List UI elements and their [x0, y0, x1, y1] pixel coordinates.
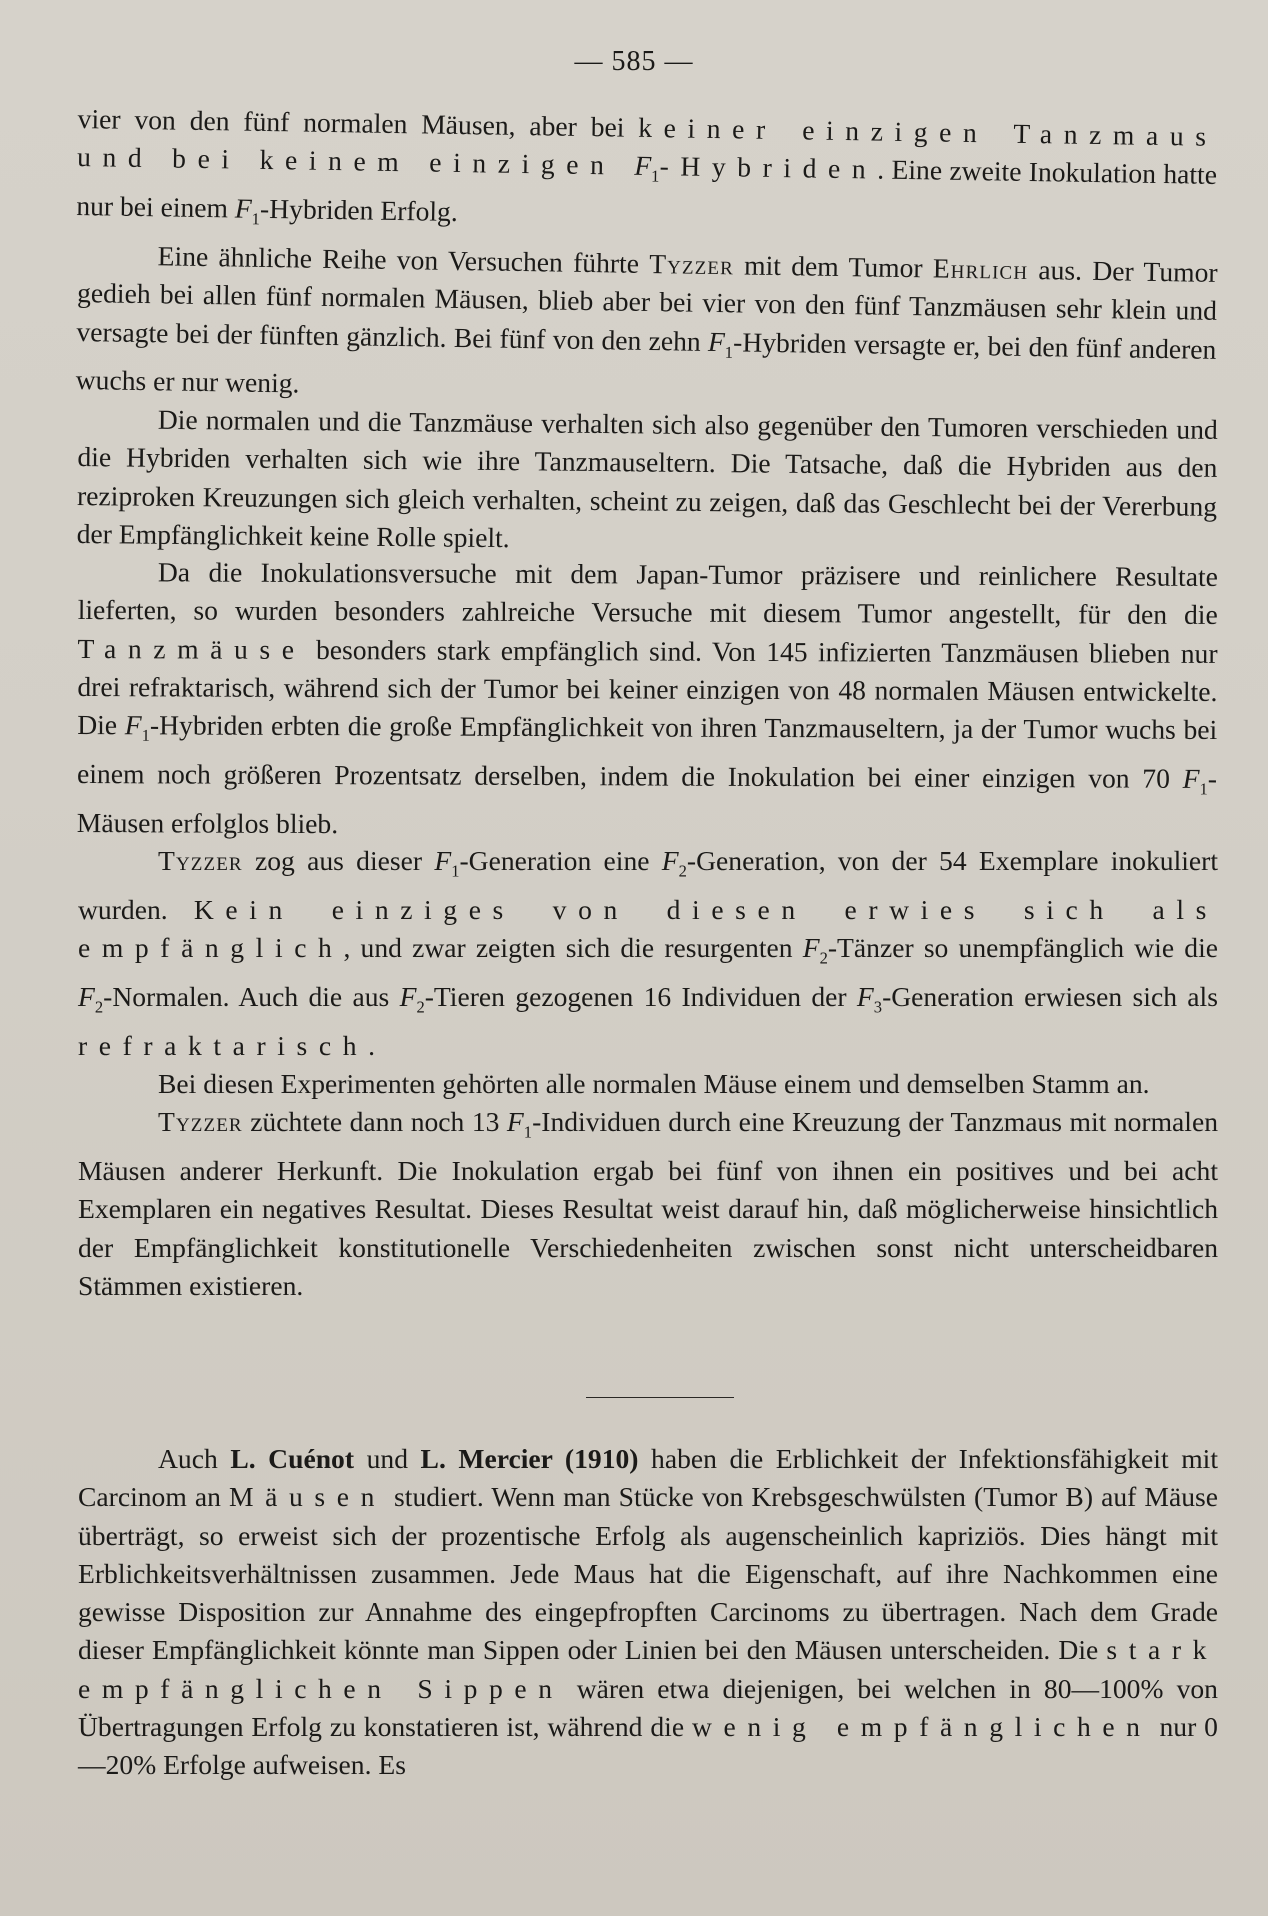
- text-run: Die normalen und die Tanzmäuse verhalten sich also gegenüber den Tumoren verschieden und die Hybriden verhalten sich wie ihre Tanzmauseltern. Die Tatsache, daß die Hybriden aus den reziproken Kreuzungen sich gleich verhalten, scheint zu zeigen, daß das Geschlecht bei der Vererbung der Empfänglichkeit keine Rolle spielt.: [76, 403, 1218, 553]
- text-run: Eine ähnliche Reihe von Versuchen führte: [157, 240, 650, 279]
- citation: L. Mercier (1910): [420, 1443, 639, 1474]
- text-run: Mäusen: [229, 1481, 386, 1513]
- paragraph: [78, 842, 1218, 1065]
- text-run: wenig empfänglichen: [692, 1711, 1152, 1743]
- text-run: studiert. Wenn man Stücke von Krebsgeschwülsten (Tumor B) auf Mäuse überträgt, so erweist sich der prozentische Erfolg als augenscheinlich kapriziös. Dies hängt mit Erblichkeitsverhältnissen zusammen. Jede Maus hat die Eigenschaft, auf ihre Nachkommen eine gewisse Disposition zur Annahme des eingepfropften Carcinoms zu übertragen. Nach dem Grade dieser Empfänglichkeit könnte man Sippen oder Linien bei den Mäusen unterscheiden. Die: [78, 1481, 1219, 1666]
- text-run: .: [368, 1029, 376, 1061]
- text-run: keiner einzigen Tanzmaus und bei keinem einzigen: [76, 111, 1218, 182]
- text-run: F: [124, 709, 142, 741]
- text-run: stark empfänglichen Sippen: [78, 1634, 1218, 1704]
- subscript: 2: [94, 997, 104, 1017]
- subscript: 1: [251, 209, 261, 229]
- text-run: Bei diesen Experimenten gehörten alle normalen Mäuse einem und demselben Stamm an.: [158, 1067, 1150, 1099]
- subscript: 1: [523, 1122, 533, 1142]
- text-run: mit dem Tumor: [733, 249, 934, 284]
- text-run: vier von den fünf normalen Mäusen, aber bei: [77, 102, 639, 143]
- subscript: 2: [416, 997, 425, 1017]
- text-run: besonders stark empfänglich sind. Von 145 infizierten Tanzmäusen blieben nur drei refraktarisch, während sich der Tumor bei keiner einzigen von 48 normalen Mäusen entwickelte. Die: [77, 633, 1218, 741]
- text-run: Auch: [158, 1443, 231, 1474]
- text-run: F: [1182, 762, 1200, 794]
- text-run: -Hybriden erbten die große Empfänglichkeit von ihren Tanzmauseltern, ja der Tumor wuchs bei einem noch größeren Prozentsatz derselben, indem die Inokulation bei einer einzigen von 70: [76, 709, 1218, 794]
- paragraph: [76, 100, 1218, 254]
- author-name: Tyzzer: [158, 844, 243, 876]
- text-run: zog aus dieser: [242, 844, 435, 876]
- text-run: züchtete dann noch 13: [242, 1106, 507, 1138]
- text-run: F: [78, 980, 95, 1012]
- text-run: Tanzmäuse: [77, 632, 306, 665]
- text-run: F: [802, 932, 820, 964]
- author-name: Tyzzer: [158, 1106, 243, 1138]
- paragraph: [77, 400, 1218, 564]
- subscript: 2: [819, 948, 828, 968]
- text-run: -Hybriden versagte er, bei den fünf anderen wuchs er nur wenig.: [75, 325, 1217, 399]
- paragraph: [75, 236, 1217, 418]
- text-run: , und zwar zeigten sich die resurgenten: [343, 932, 803, 964]
- text-run: F: [506, 1106, 524, 1138]
- subscript: 1: [650, 166, 660, 186]
- subscript: 2: [678, 861, 687, 881]
- subscript: 1: [724, 342, 734, 362]
- text-run: F: [234, 192, 253, 224]
- author-name: Tyzzer: [649, 247, 735, 281]
- paragraph: [77, 553, 1218, 847]
- text-block-lower: [78, 1440, 1218, 1785]
- section-divider: [586, 1397, 734, 1398]
- paragraph: [78, 1065, 1218, 1103]
- text-run: -Generation eine: [459, 844, 662, 876]
- page-number: — 585 —: [574, 46, 694, 77]
- text-run: F: [634, 150, 652, 182]
- subscript: 1: [141, 725, 150, 745]
- subscript: 3: [873, 997, 883, 1017]
- text-run: -Hybriden: [659, 150, 878, 185]
- text-run: Da die Inokulationsversuche mit dem Japan-Tumor präzisere und reinlichere Resultate lieferten, so wurden besonders zahlreiche Versuche mit diesem Tumor angestellt, für den die: [77, 556, 1218, 631]
- text-run: -Generation, von der 54 Exemplare inokuliert wurden.: [78, 844, 1219, 925]
- text-run: wären etwa diejenigen, bei welchen in 80—100% von Übertragungen Erfolg zu konstatieren ist, während die: [78, 1672, 1218, 1743]
- text-run: -Mäusen erfolglos blieb.: [76, 762, 1218, 839]
- text-run: -Tieren gezogenen 16 Individuen der: [424, 980, 857, 1012]
- text-run: nur 0—20% Erfolge aufweisen. Es: [78, 1711, 1218, 1781]
- text-run: . Eine zweite Inokulation hatte nur bei einem: [76, 153, 1218, 224]
- text-run: F: [399, 980, 417, 1012]
- text-run: -Tänzer so unempfänglich wie die: [827, 932, 1218, 964]
- citation: L. Cuénot: [230, 1443, 355, 1474]
- text-run: F: [661, 844, 679, 876]
- text-run: -Generation erwiesen sich als: [882, 980, 1218, 1012]
- text-run: -Normalen. Auch die aus: [103, 980, 400, 1012]
- text-run: -Individuen durch eine Kreuzung der Tanzmaus mit normalen Mäusen anderer Herkunft. Die Inokulation ergab bei fünf von ihnen ein positives und bei acht Exemplaren ein negatives Resultat. Dieses Resultat weist darauf hin, daß möglicherweise hinsichtlich der Empfänglichkeit konstitutionelle Verschiedenheiten zwischen sonst nicht unterscheidbaren Stämmen existieren.: [78, 1106, 1218, 1301]
- subscript: 1: [451, 861, 460, 881]
- text-run: F: [856, 980, 874, 1012]
- paragraph: [78, 1440, 1218, 1785]
- text-run: -Hybriden Erfolg.: [259, 192, 459, 228]
- text-run: Kein einziges von diesen erwies sich als empfänglich: [78, 893, 1218, 964]
- text-run: und: [354, 1443, 421, 1474]
- text-run: haben die Erblichkeit der Infektionsfähigkeit mit Carcinom an: [78, 1443, 1218, 1513]
- text-run: refraktarisch: [78, 1029, 369, 1061]
- author-name: Ehrlich: [932, 252, 1029, 285]
- text-block-upper: [75, 100, 1219, 1305]
- text-run: F: [434, 844, 452, 876]
- text-run: F: [707, 325, 726, 357]
- paragraph: [78, 1103, 1218, 1305]
- text-run: aus. Der Tumor gedieh bei allen fünf normalen Mäusen, blieb aber bei vier von den fünf Tanzmäusen sehr klein und versagte bei der fünften gänzlich. Bei fünf von den zehn: [76, 253, 1218, 357]
- subscript: 1: [1199, 779, 1208, 799]
